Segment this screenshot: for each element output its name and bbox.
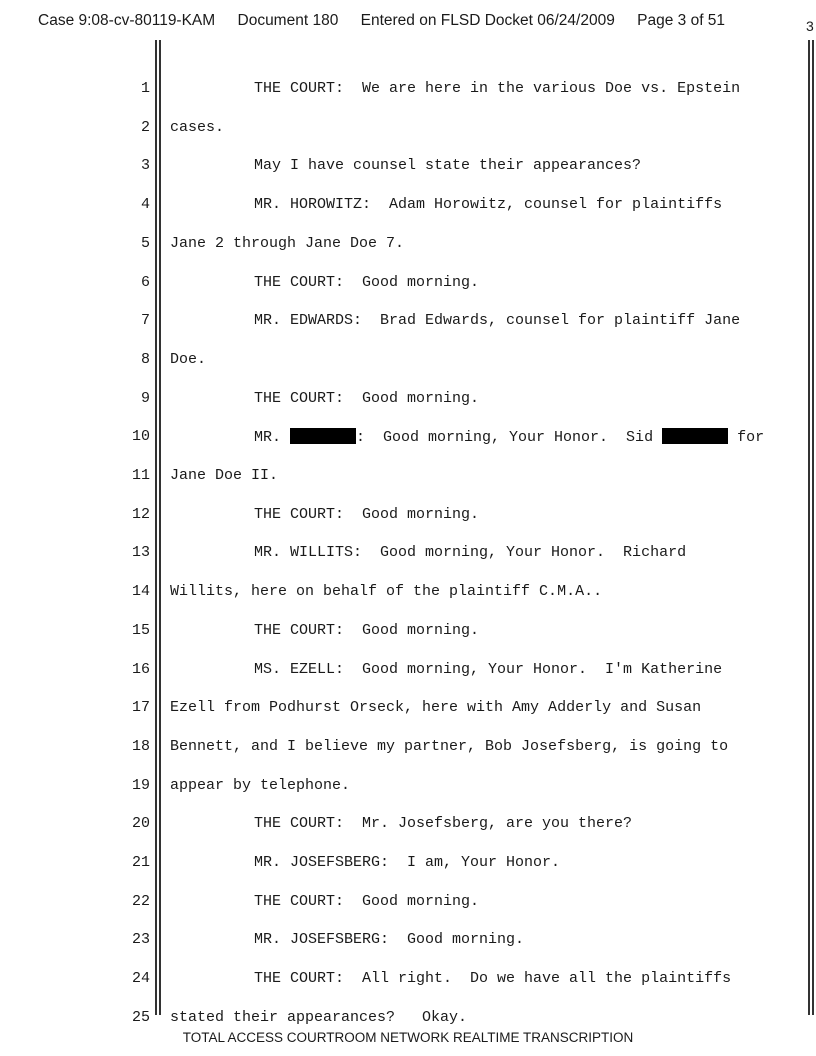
page-count: Page 3 of 51 bbox=[637, 12, 726, 29]
redaction-box bbox=[290, 428, 356, 444]
line-number: 3 bbox=[140, 157, 150, 175]
transcript-line bbox=[0, 235, 816, 255]
transcript-line bbox=[0, 351, 816, 371]
line-number: 13 bbox=[131, 544, 150, 562]
line-text: THE COURT: Good morning. bbox=[254, 389, 480, 407]
transcript-page-number: 3 bbox=[806, 18, 814, 34]
line-text: stated their appearances? Okay. bbox=[170, 1008, 468, 1026]
docket-entry: Entered on FLSD Docket 06/24/2009 bbox=[360, 12, 615, 29]
transcript-line bbox=[0, 622, 816, 642]
line-text: THE COURT: Good morning. bbox=[254, 505, 480, 523]
line-number: 17 bbox=[131, 699, 150, 717]
line-text: Doe. bbox=[170, 350, 207, 368]
line-number: 14 bbox=[131, 583, 150, 601]
line-number: 15 bbox=[131, 621, 150, 639]
transcript-line bbox=[0, 157, 816, 177]
line-number: 9 bbox=[140, 389, 150, 407]
line-number: 8 bbox=[140, 350, 150, 368]
case-number: Case 9:08-cv-80119-KAM bbox=[38, 12, 216, 29]
transcript-line bbox=[0, 274, 816, 294]
line-text: THE COURT: Good morning. bbox=[254, 892, 480, 910]
line-text: MR. WILLITS: Good morning, Your Honor. Richard bbox=[254, 544, 687, 562]
line-number: 6 bbox=[140, 273, 150, 291]
line-text: Bennett, and I believe my partner, Bob Josefsberg, is going to bbox=[170, 737, 729, 755]
transcript-line bbox=[0, 583, 816, 603]
transcript-line bbox=[0, 312, 816, 332]
line-text: THE COURT: We are here in the various Doe vs. Epstein bbox=[254, 80, 741, 97]
line-number: 11 bbox=[131, 467, 150, 484]
transcript-line bbox=[0, 661, 816, 681]
line-number: 19 bbox=[131, 776, 150, 794]
docket-header bbox=[38, 12, 743, 30]
line-text: THE COURT: Good morning. bbox=[254, 273, 480, 291]
transcript-line bbox=[0, 119, 816, 139]
line-number: 21 bbox=[131, 854, 150, 871]
transcript-line bbox=[0, 699, 816, 719]
line-number: 2 bbox=[140, 118, 150, 136]
line-text: May I have counsel state their appearances? bbox=[254, 157, 642, 175]
line-text: Jane 2 through Jane Doe 7. bbox=[170, 234, 405, 252]
transcript-line bbox=[0, 544, 816, 564]
line-text: MS. EZELL: Good morning, Your Honor. I'm Katherine bbox=[254, 660, 723, 678]
line-text: MR. HOROWITZ: Adam Horowitz, counsel for plaintiffs bbox=[254, 196, 723, 214]
line-number: 12 bbox=[131, 505, 150, 523]
line-text: Jane Doe II. bbox=[170, 467, 279, 484]
line-text: THE COURT: All right. Do we have all the plaintiffs bbox=[254, 970, 732, 988]
line-number: 18 bbox=[131, 737, 150, 755]
line-text: Ezell from Podhurst Orseck, here with Amy Adderly and Susan bbox=[170, 699, 702, 717]
transcript-line bbox=[0, 777, 816, 797]
transcript-line bbox=[0, 970, 816, 990]
line-number: 16 bbox=[131, 660, 150, 678]
line-text: MR. EDWARDS: Brad Edwards, counsel for plaintiff Jane bbox=[254, 312, 741, 330]
transcript-line bbox=[0, 196, 816, 216]
line-number: 20 bbox=[131, 815, 150, 833]
line-number: 4 bbox=[140, 196, 150, 214]
transcript-line bbox=[0, 428, 816, 448]
line-text: appear by telephone. bbox=[170, 776, 351, 794]
line-text: cases. bbox=[170, 118, 225, 136]
line-number: 5 bbox=[140, 234, 150, 252]
line-text-part: for bbox=[728, 429, 765, 447]
line-number: 23 bbox=[131, 931, 150, 949]
line-text: MR. JOSEFSBERG: Good morning. bbox=[254, 931, 525, 949]
transcript-line bbox=[0, 506, 816, 526]
line-text bbox=[254, 428, 764, 446]
line-text: Willits, here on behalf of the plaintiff C.M.A.. bbox=[170, 583, 603, 601]
line-text-part: : Good morning, Your Honor. Sid bbox=[356, 429, 663, 447]
line-number: 25 bbox=[131, 1008, 150, 1026]
line-number: 24 bbox=[131, 970, 150, 988]
line-number: 7 bbox=[140, 312, 150, 330]
line-number: 10 bbox=[131, 428, 150, 446]
line-text: MR. JOSEFSBERG: I am, Your Honor. bbox=[254, 854, 561, 871]
line-text: THE COURT: Good morning. bbox=[254, 621, 480, 639]
line-text-part: MR. bbox=[254, 429, 291, 447]
transcript-line bbox=[0, 467, 816, 487]
transcript-line bbox=[0, 390, 816, 410]
line-text: THE COURT: Mr. Josefsberg, are you there? bbox=[254, 815, 633, 833]
transcript-line bbox=[0, 80, 816, 100]
transcript-line bbox=[0, 1009, 816, 1029]
redaction-box bbox=[662, 428, 728, 444]
transcript-line bbox=[0, 738, 816, 758]
transcript-footer: TOTAL ACCESS COURTROOM NETWORK REALTIME TRANSCRIPTION bbox=[182, 1030, 634, 1045]
document-number: Document 180 bbox=[237, 12, 339, 29]
transcript-line bbox=[0, 931, 816, 951]
line-number: 1 bbox=[140, 80, 150, 97]
transcript-line bbox=[0, 893, 816, 913]
transcript-line bbox=[0, 815, 816, 835]
transcript-line bbox=[0, 854, 816, 874]
line-number: 22 bbox=[131, 892, 150, 910]
